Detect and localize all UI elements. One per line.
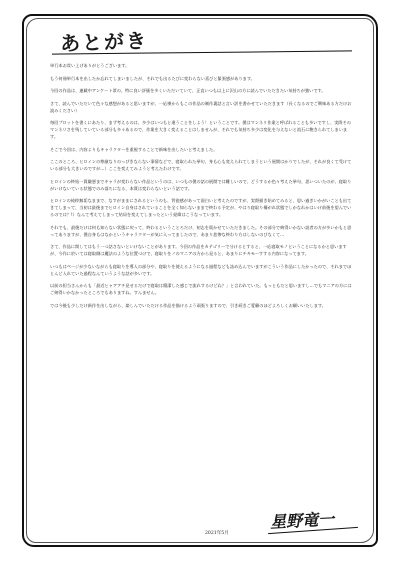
date-text: 2021年5月 [205, 531, 229, 536]
page-title: あとがき [59, 28, 149, 56]
afterword-body [50, 62, 352, 314]
paragraph: 単行本お買い上げありがとうございます。 [50, 63, 130, 68]
paragraph: 以前の担当さんからも「最近ヒャアアチ見せるだけで寝取は簡潔した感じで流れするけどね？」と言われていた。もっともだと思いますし…でもマニアの方にはご納得いかなかったところでもありますね。すんません。 [50, 283, 352, 295]
paragraph: いつもはページが少ないながらも寝取りを導入の部分や、寝取りを使えるようになる過程なども詰め込んでいますがこういう作品にしたかったので、それまでほとんど入れていた過程なんていうような話が多いです。 [50, 263, 352, 276]
paragraph: さて、読んでいただいて色々な感想があると思いますが、一応裸からもこの作品の制作裏話と言い訳を書かせていただきます（長くなるのでご興味ある方だけお読みください） [50, 100, 352, 113]
paragraph: では今後も少しだけ新作を出しながら、楽しんでいただける作品を描けるよう頑張りますので、引き続きご愛顧のほどよろしくお願いいたします。 [50, 302, 326, 308]
paragraph: そこで今回は、内容よりもキャラクターを重視することで新味を出したいと考えました。 [50, 146, 218, 152]
paragraph: ヒロインの終始一貫嫌悪までキャラが変わらない作品というのは、いつもの僕の話の展開では難しいので、どうするか色々考えた挙句、思いついたのが、寝取りがいけないている状態でのみ落ちになる、本質は変わらないという話です。 [50, 178, 352, 191]
paragraph: もう何冊単行本を出したか忘れてしまいましたが、それでも出るたびに変わらない喜びと緊張感があります。 [50, 75, 255, 81]
paragraph: ここのところ、ヒロインの尊厳なりのっぴきならない事情などで、寝取られた挙句、身も心も変えられてしまうという展開はかりでしたが、それが良くて受けている部分も大きいのですが…）ここを変えてみようと考えたわけです。 [50, 159, 352, 171]
paragraph: 今回の作品は、連載中アンケート票の、特に良い評価を多くいただいていて、正直いつも以上に沢山の方に読んでいただきたい気持ちが強いです。 [50, 88, 326, 93]
paragraph: ヒロインの純粋無垢なままで、なすがままにされるというのも、背徳感があって面白いと考えたのですが、実際描き始めてみると、思い過ぎいかがいことも出てきてしまって、当初は最後までヒロイン自身はされていることを全く知らないままで終わる予定が、やはり寝取り構がれ状態でしかなれかはいけ前後を望んでいるのでは？!）なんて考えてしまって結局を変えてしまったという経緯はこうなっています。 [50, 198, 352, 217]
author-signature: 星野竜一 [269, 509, 335, 532]
paragraph: さて、作品に関してはもう一つ話さないといけないことがあります。今回の作品をカテゴリーで分けるとすると、一応寝取モノということになるかと思いますが、今作に於いては寝取側は魔法のような位置づけで、寝取りをノのマニアの方から見ると、あまりにチキモーすする内容になってます。 [50, 244, 347, 256]
paragraph: それでも、最後だけは何も知らない状態に戻って、終わるということろだけ、初志を貫かせていただきました。その部分で納得いかない読者の方が多いかもと思ってありますが、僕自身もはなかというキャラクターが気に入ってましたので、あまり悲惨な終わり方はしないのびなくて… [50, 224, 352, 237]
paragraph: 毎回プロットを書くにあたり、まず考えるのは、多少はいつもと違うことをしよう！ということです。僕はマンネリ作業と呼ばれることも多いですし、実際そのマンネリさを残していている部分も多々あるので、作業を大きく変えることはしませんが、それでも気持ち多少は変化を与えないと流石に飽きられてしまいます。 [50, 120, 351, 139]
